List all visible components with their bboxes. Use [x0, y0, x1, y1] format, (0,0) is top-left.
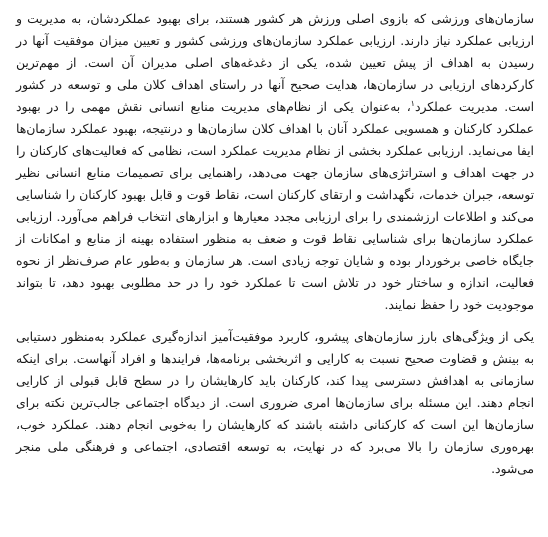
- paragraph-2: [16, 326, 534, 480]
- para-2-line-4: کارایی انجام دهند. این مسئله برای سازمان‌ها امری ضروری است. از دیدگاه اجتماعی جالب‌ترین: [16, 374, 534, 410]
- para-1-rest-6: و قابل بهبود کارکنان را شناسایی می‌کند و اطلاعات ارزشمندی را برای ارزیابی مجدد معیارها و: [16, 188, 534, 224]
- para-1-line-5: است. مدیریت عملکرد: [414, 100, 534, 114]
- para-1-line-2: ارزیابی عملکرد نیاز دارند. ارزیابی عملکرد سازمان‌های ورزشی کشور و تعیین میزان موفقیت آنها در: [16, 34, 534, 48]
- para-1-rest-9: هر سازمان و به‌طور عام صرف‌نظر از نحوه فعالیت، اندازه و ساختار خود در تلاش است تا عملکرد: [16, 254, 534, 290]
- para-2-line-1: یکی از ویژگی‌های بارز سازمان‌های پیشرو، کاربرد موفقیت‌آمیز اندازه‌گیری عملکرد به‌منظور: [61, 330, 534, 344]
- para-2-line-5: نکته برای سازمان‌ها این است که کارکنانی داشته باشند که کارهایشان را به‌خوبی انجام دهند. عملکرد: [16, 396, 534, 432]
- para-2-line-7: منجر می‌شود.: [16, 440, 534, 476]
- para-1-line-1: سازمان‌های ورزشی که بازوی اصلی ورزش هر کشور هستند، برای بهبود عملکردشان، به مدیریت و: [16, 12, 534, 26]
- footnote-mark: ۱: [410, 98, 415, 108]
- paragraph-1: [16, 8, 534, 316]
- para-2-line-3: برای اینکه سازمانی به اهدافش دسترسی پیدا کند، کارکنان باید کارهایشان را در سطح قابل قبولی از: [16, 352, 534, 388]
- para-1-rest-10: خود را در حد مطلوبی بهبود دهد، تا بتواند موجودیت خود را حفظ نمایند.: [16, 276, 534, 312]
- para-1-rest-3: سازمان‌ها ایفا می‌نماید. ارزیابی عملکرد بخشی از نظام مدیریت عملکرد است، نظامی که: [16, 122, 534, 158]
- para-1-rest-1: ، به‌عنوان یکی از نظام‌های مدیریت منابع انسانی نقش مهمی را در بهبود: [16, 100, 411, 114]
- para-1-rest-4: فعالیت‌های کارکنان را در جهت اهداف و استراتژی‌های سازمان جهت می‌دهد، راهنمایی برای: [16, 144, 534, 180]
- para-2-line-6: خوب، بهره‌وری سازمان را بالا می‌برد که در نهایت، به توسعه اقتصادی، اجتماعی و فرهنگی ملی: [16, 418, 534, 454]
- para-1-rest-8: منظور استفاده بهینه از منابع و امکانات از جایگاه خاصی برخوردار بوده و شایان توجه زیادی است.: [16, 232, 534, 268]
- para-1-rest-5: تصمیمات منابع انسانی نظیر توسعه، جبران خدمات، نگهداشت و ارتقای کارکنان است، نقاط قوت: [16, 166, 534, 202]
- para-1-line-4: کارکردهای ارزیابی در سازمان‌ها، هدایت صحیح آنها در راستای اهداف کلان ملی و توسعه در کشور: [16, 78, 534, 92]
- para-1-rest-2: عملکرد کارکنان و همسویی عملکرد آنان با اهداف کلان سازمان‌ها و درنتیجه، بهبود عملکرد: [70, 122, 534, 136]
- para-1-rest-7: ابزارهای انتخاب فراهم می‌آورد. ارزیابی عملکرد سازمان‌ها برای شناسایی نقاط قوت و ضعف به: [16, 210, 534, 246]
- para-1-line-3: رسیدن به اهداف از پیش تعیین شده، یکی از دغدغه‌های اصلی مدیران آن است. از مهم‌ترین: [16, 56, 534, 70]
- para-2-line-2: دستیابی به بینش و قضاوت صحیح نسبت به کارایی و اثربخشی برنامه‌ها، فرایندها و افراد آنهاست.: [16, 330, 534, 366]
